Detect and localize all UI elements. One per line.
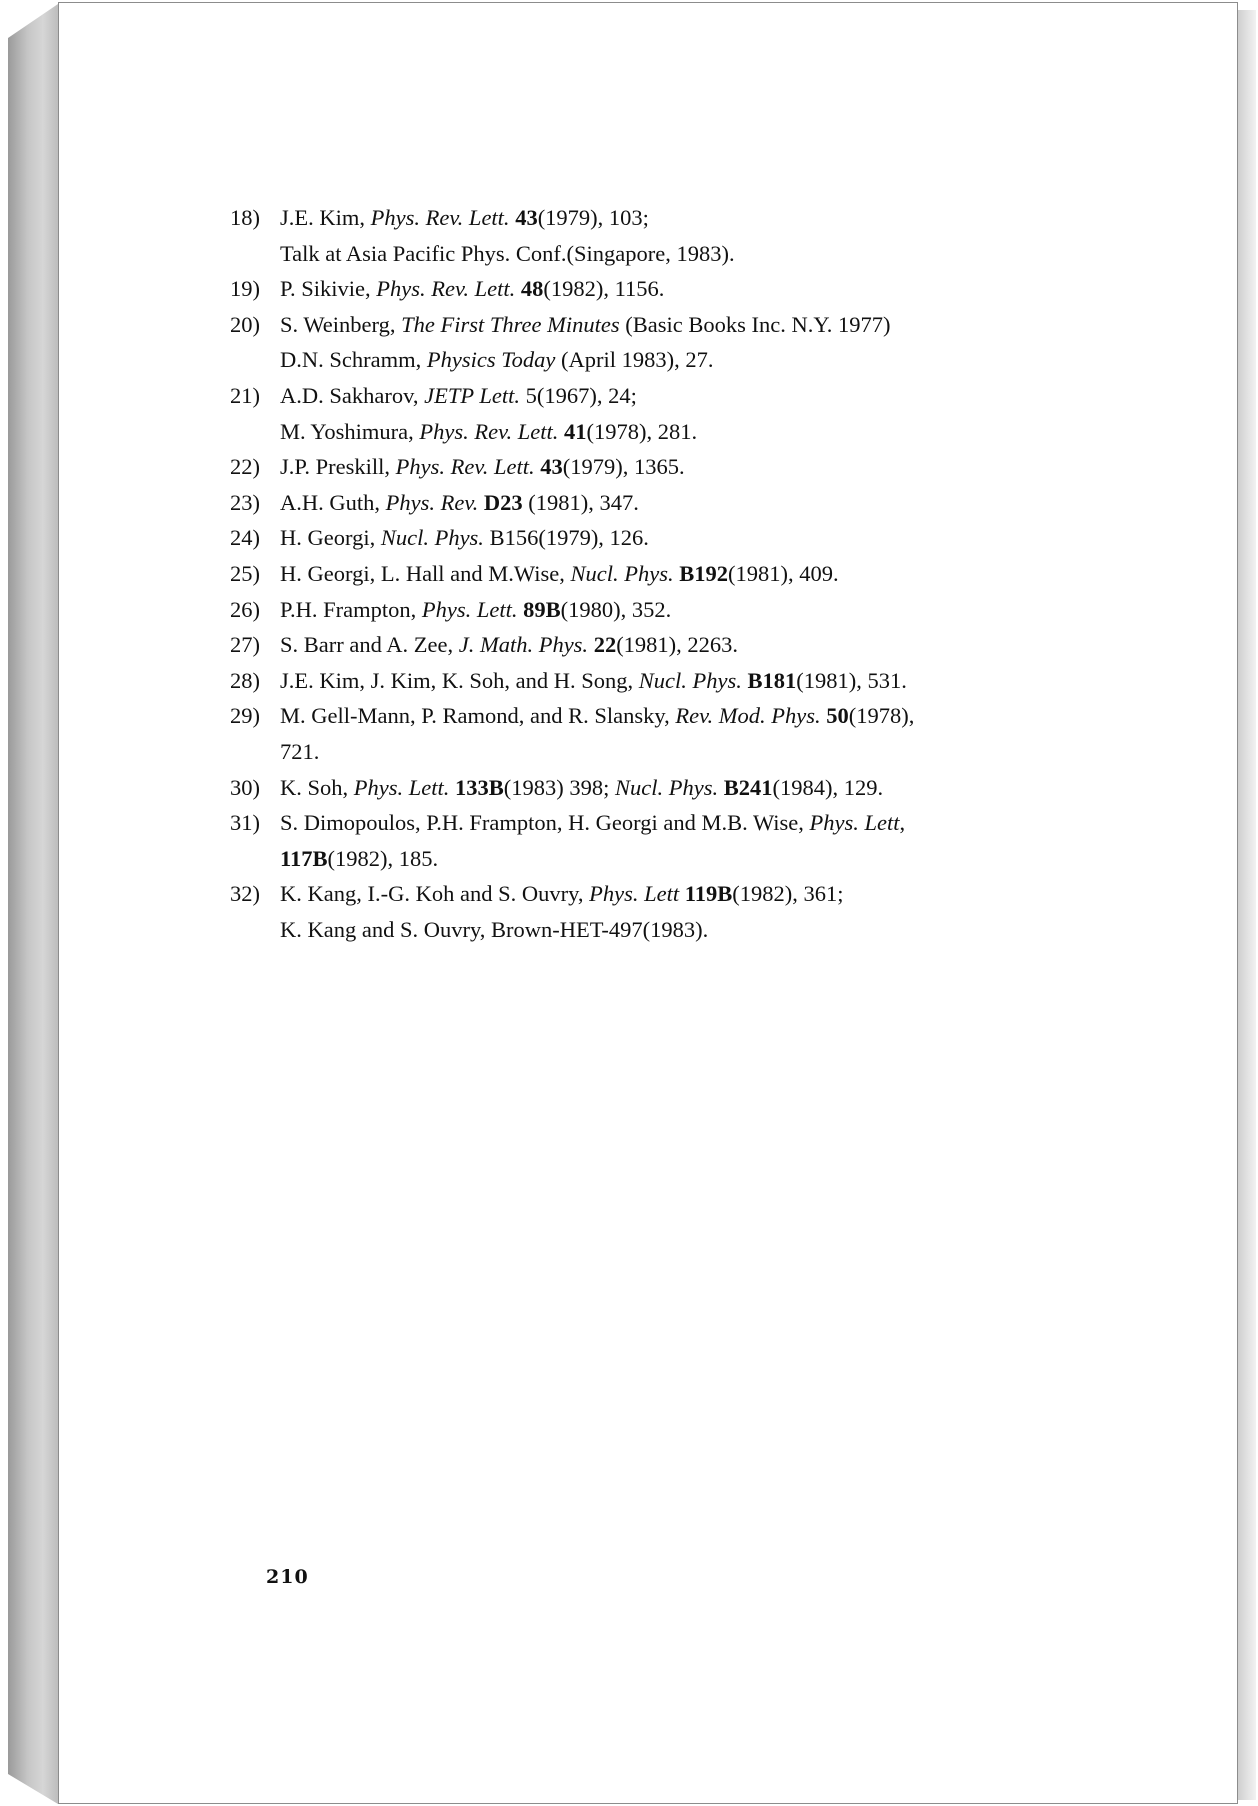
reference-number: 28)	[230, 667, 260, 693]
reference-number: 31)	[230, 810, 260, 836]
reference-item	[230, 698, 1110, 769]
reference-list	[230, 200, 1110, 947]
reference-number: 23)	[230, 489, 260, 515]
reference-number: 27)	[230, 632, 260, 658]
reference-text-line: J.E. Kim, J. Kim, K. Soh, and H. Song, Nucl. Phys. B181(1981), 531.	[280, 667, 907, 693]
reference-text-line: A.H. Guth, Phys. Rev. D23 (1981), 347.	[280, 489, 639, 515]
reference-item	[230, 556, 1110, 592]
reference-number: 20)	[230, 311, 260, 337]
reference-number: 22)	[230, 454, 260, 480]
reference-text-line: J.P. Preskill, Phys. Rev. Lett. 43(1979), 1365.	[280, 454, 685, 480]
reference-number: 29)	[230, 703, 260, 729]
reference-item	[230, 876, 1110, 947]
reference-number: 24)	[230, 525, 260, 551]
reference-item	[230, 271, 1110, 307]
reference-text-line: S. Barr and A. Zee, J. Math. Phys. 22(1981), 2263.	[280, 632, 739, 658]
reference-text-line: D.N. Schramm, Physics Today (April 1983), 27.	[280, 347, 714, 373]
reference-text-line: K. Kang and S. Ouvry, Brown-HET-497(1983).	[280, 916, 709, 942]
reference-number: 18)	[230, 205, 260, 230]
reference-item	[230, 627, 1110, 663]
reference-number: 32)	[230, 881, 260, 907]
reference-text-line: M. Gell-Mann, P. Ramond, and R. Slansky, Rev. Mod. Phys. 50(1978),	[280, 703, 915, 729]
reference-text-line: A.D. Sakharov, JETP Lett. 5(1967), 24;	[280, 382, 637, 408]
reference-text-line: Talk at Asia Pacific Phys. Conf.(Singapore, 1983).	[280, 240, 735, 266]
reference-text-line: P. Sikivie, Phys. Rev. Lett. 48(1982), 1156.	[280, 276, 665, 302]
reference-item	[230, 592, 1110, 628]
reference-number: 25)	[230, 560, 260, 586]
reference-item	[230, 770, 1110, 806]
reference-number: 21)	[230, 382, 260, 408]
reference-text-line: S. Weinberg, The First Three Minutes (Basic Books Inc. N.Y. 1977)	[280, 311, 891, 337]
reference-number: 19)	[230, 276, 260, 302]
book-spine	[8, 4, 58, 1804]
reference-text-line: J.E. Kim, Phys. Rev. Lett. 43(1979), 103;	[280, 205, 649, 230]
page-number: 210	[266, 1566, 309, 1588]
reference-item	[230, 378, 1110, 449]
reference-text-line: 117B(1982), 185.	[280, 845, 439, 871]
reference-item	[230, 307, 1110, 378]
reference-number: 26)	[230, 596, 260, 622]
reference-text-line: H. Georgi, L. Hall and M.Wise, Nucl. Phys. B192(1981), 409.	[280, 560, 839, 586]
reference-item	[230, 449, 1110, 485]
reference-item	[230, 485, 1110, 521]
reference-text-line: K. Soh, Phys. Lett. 133B(1983) 398; Nucl. Phys. B241(1984), 129.	[280, 774, 884, 800]
reference-text-line: S. Dimopoulos, P.H. Frampton, H. Georgi and M.B. Wise, Phys. Lett,	[280, 810, 906, 836]
reference-item	[230, 805, 1110, 876]
reference-item	[230, 200, 1110, 271]
reference-text-line: H. Georgi, Nucl. Phys. B156(1979), 126.	[280, 525, 649, 551]
page-edge-shadow	[1238, 10, 1256, 1800]
reference-text-line: 721.	[280, 738, 320, 764]
reference-text-line: K. Kang, I.-G. Koh and S. Ouvry, Phys. Lett 119B(1982), 361;	[280, 881, 844, 907]
reference-number: 30)	[230, 774, 260, 800]
reference-item	[230, 663, 1110, 699]
reference-item	[230, 520, 1110, 556]
reference-text-line: M. Yoshimura, Phys. Rev. Lett. 41(1978), 281.	[280, 418, 698, 444]
reference-text-line: P.H. Frampton, Phys. Lett. 89B(1980), 352.	[280, 596, 672, 622]
